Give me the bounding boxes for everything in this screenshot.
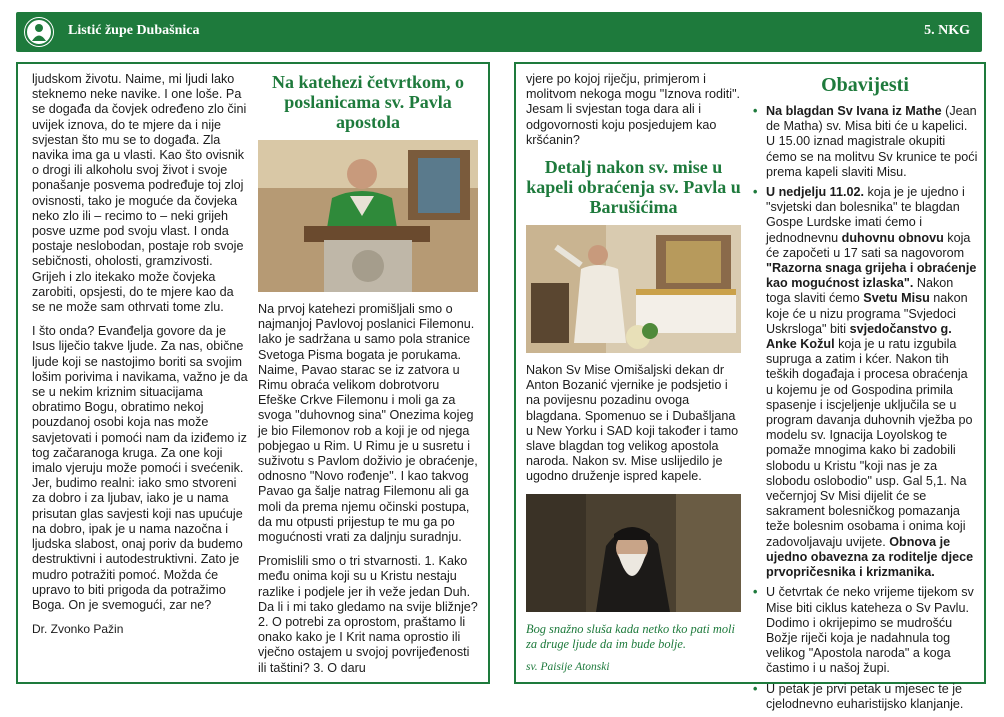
paragraph: vjere po kojoj riječju, primjerom i molitvom nekoga mogu "Iznova roditi". Jesam li svjestan toga dara ali i odgovornosti koju posjedujem kao kršćanin? [526,72,741,147]
bullet-icon: • [753,585,758,600]
parish-logo-icon [24,17,54,47]
article-title: Detalj nakon sv. mise u kapeli obraćenja sv. Pavla u Barušićima [526,157,741,218]
announcement-item: • U nedjelju 11.02. koja je je ujedno i "svjetski dan bolesnika" te blagdan Gospe Lurdske imati ćemo i jednodnevnu duhovnu obnovu koja će započeti u 17 sati sa nagovorom "Razorna snaga grijeha i obraćenje kao mogućnost izlaska". Nakon toga slaviti ćemo Svetu Misu nakon koje će u nizu programa "Svjedoci Uskrsloga" biti svjedočanstvo g. Anke Kožul koja je u ratu izgubila supruga a zatim i kćer. Nakon tih teških događaja i procesa obraćenja u kojemu je od Gospodina primila spasenje i iscjeljenje uključila se u program davanja duhovnih vježba po modelu sv. Ignacija Loyolskog te pomaže mnogima kako bi zadobili slobodu u Kristu "koji nas je za slobodu oslobodio" usp. Gal 5,1. Na večernjoj Sv Misi dijelit će se sakrament bolesničkog pomazanja teže bolesnim osobama i onima koji zadovoljavaju uvijete. Obnova je ujedno obavezna za roditelje djece prvopričesnika i krizmanika. [753,185,977,580]
paragraph: Nakon Sv Mise Omišaljski dekan dr Anton Bozanić vjernike je podsjetio i na povijesnu pozadinu ovoga blagdana. Spomenuo se i Dubašljana u New Yorku i SAD koji također i tamo slave blagdan tog velikog apostola naroda. Nakon sv. Mise uslijedilo je ugodno druženje ispred kapele. [526,363,739,484]
announcement-item: • Na blagdan Sv Ivana iz Mathe (Jean de Matha) sv. Misa biti će u kapelici. U 15.00 iznad magistrale okupiti ćemo se na molitvu Sv krunice te poći prema kapeli slaviti Misu. [753,104,978,179]
paragraph: ljudskom životu. Naime, mi ljudi lako steknemo neke navike. I one loše. Pa se događa da čovjek određeno zlo čini uvijek iznova, do te mjere da i nije svjestan što mu se to događa. Zla navika ima ga u vlasti. Kao što ovisnik o drogi ili alkoholu svoj život i svoje ponašanje posvema podređuje toj zloj ovisnosti, tako je moguće da čovjeka neko zlo ili – recimo to – neki grijeh posve uzme pod svoju vlast. I onda postaje neslobodan, postaje rob svoje sebičnosti, oholosti, gramzivosti. Grijeh i zlo itekako može čovjeka zarobiti, opsjesti, do te mjere kao da se ne može sam othrvati tome zlu. [32,72,247,315]
quote-author: sv. Paisije Atonski [526,660,610,673]
paragraph: Promislili smo o tri stvarnosti. 1. Kako među onima koji su u Kristu nestaju razlike i podjele jer ih veže jedan Duh. Da li i mi tako gledamo na svije bližnje? 2. O potrebi za oprostom, praštamo li onako kako je I Krit nama oprostio ili vječno ostajem u svojoj povrijeđenosti ili taštini? 3. O daru [258,554,478,675]
announcements-list [752,104,978,712]
bullet-icon: • [753,104,758,118]
column-catechesis [258,72,478,685]
paragraph: Na prvoj katehezi promišljali smo o najmanjoj Pavlovoj poslanici Filemonu. Iako je sadržana u samo pola stranice Svetoga Pisma bogata je porukama. Naime, Pavao starac se iz zatvora u Rimu obraća velikom dobrotvoru Efeške Crkve Filemonu i moli ga za svoga "duhovnog sina" Onezima kojeg je bio Filemonov rob a koji je od njega pobjegao u Rim. U Rimu je u susretu i suživotu s Pavlom doživio je obraćenje, odnosno "Novo rođenje". I kao takvog Pavao ga šalje natrag Filemonu ali ga moli da prema njemu očinski postupa, da mu otpusti prijestup te mu ga po mogućnosti vrati za daljnju suradnju. [258,302,478,545]
right-page-panel [514,62,986,711]
article-title: Na katehezi četvrtkom, o poslanicama sv. Pavla apostola [272,72,464,132]
announcements-title: Obavijesti [821,74,909,96]
column-chapel [526,72,741,675]
bullet-icon: • [753,185,758,200]
left-page-panel [16,62,490,684]
announcement-item: • U četvrtak će neko vrijeme tijekom sv Mise biti ciklus kateheza o Sv Pavlu. Dodimo i okrijepimo se mudrošću Božje riječi koja je nadahnula tog velikog "Apostola naroda" a koga častimo i u našoj župi. [753,585,974,676]
author-signature: Dr. Zvonko Pažin [32,622,124,637]
paragraph: I što onda? Evanđelja govore da je Isus liječio takve ljude. Za nas, obične ljude koji se nastojimo boriti sa svojim lošim porivima i navikama, važno je da se u nekim kriznim situacijama obratimo Bogu, obratimo nekoj pouzdanoj osobi koja nas može savjetovati i pomoći nam da iziđemo iz tog začaranoga kruga. Za one koji imalo vjeruju može pomoći i svećenik. Jer, budimo realni: iako smo stvoreni za dobro i za ljubav, iako je u nama prisutan glas savjesti koji nas upućuje na dobro, ipak je u nama nazočna i ljudska slabost, onaj poriv da budemo destruktivni i autodestruktivni. Zato je mudro potražiti pomoć. Možda će upravo to biti prigoda da potražimo Boga. On je svemogući, zar ne? [32,324,248,612]
chapel-mass-photo [526,225,741,353]
column-announcements [752,72,978,717]
page-header [16,12,982,52]
bullet-icon: • [753,681,758,696]
monk-portrait-photo [526,494,741,612]
announcement-item: • U petak je prvi petak u mjesec te je cjelodnevno euharistijsko klanjanje. [753,681,964,711]
page-number: 5. NKG [924,23,970,38]
bulletin-title: Listić župe Dubašnica [68,23,200,38]
quote-text: Bog snažno sluša kada netko tko pati moli za druge ljude da im bude bolje. [526,621,735,651]
priest-at-altar-photo [258,140,478,292]
column-reflection [32,72,248,646]
